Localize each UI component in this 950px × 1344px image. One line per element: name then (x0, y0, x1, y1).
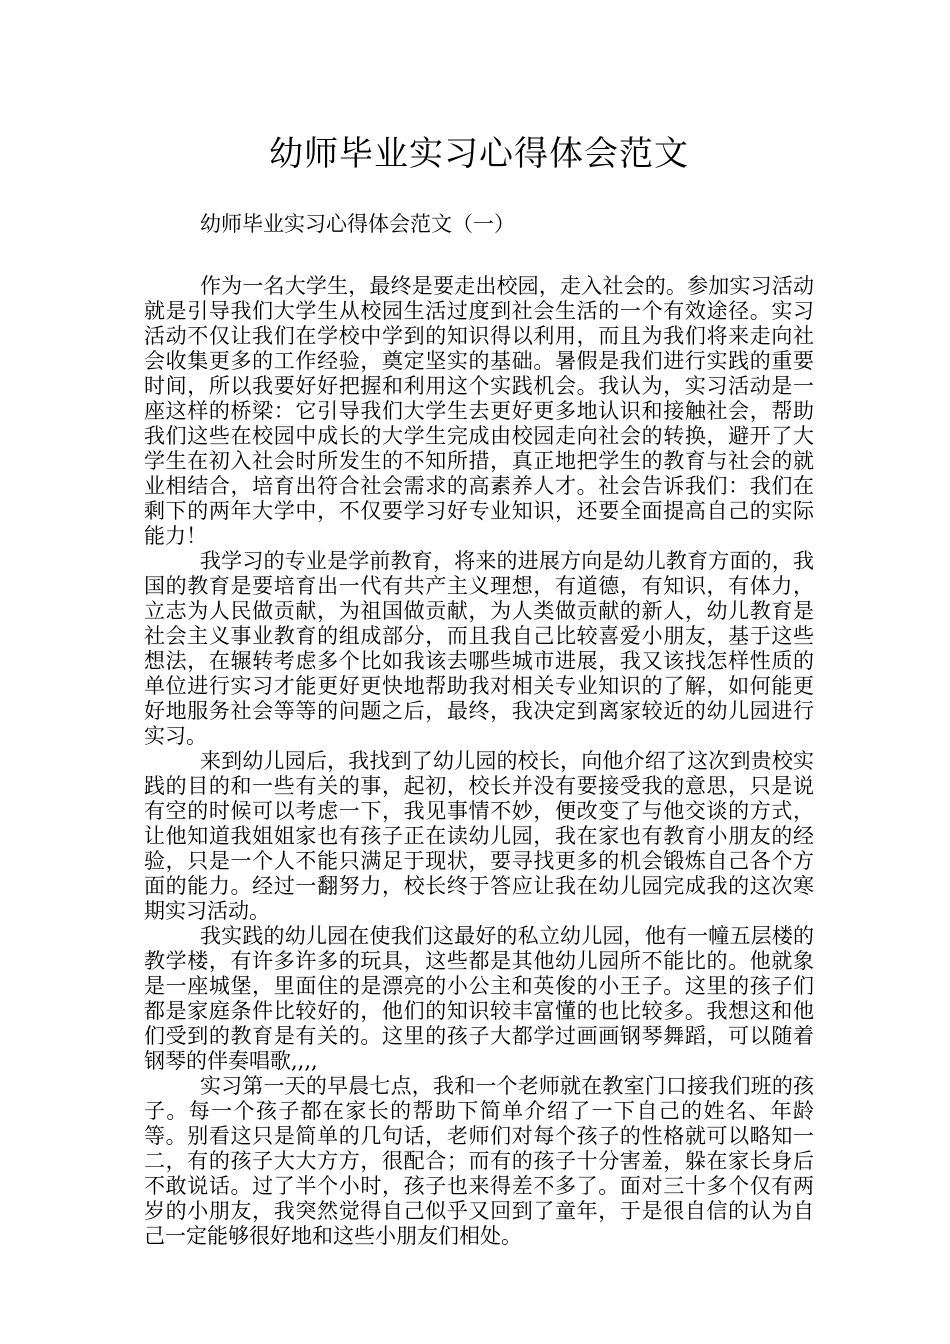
paragraph: 实习第一天的早晨七点，我和一个老师就在教室门口接我们班的孩子。每一个孩子都在家长的帮助下简单介绍了一下自己的姓名、年龄等。别看这只是简单的几句话，老师们对每个孩子的性格就可以略知一二，有的孩子大大方方，很配合；而有的孩子十分害羞，躲在家长身后不敢说话。过了半个小时，孩子也来得差不多了。面对三十多个仅有两岁的小朋友，我突然觉得自己似乎又回到了童年，于是很自信的认为自己一定能够很好地和这些小朋友们相处。 (144, 1074, 814, 1248)
document-subtitle: 幼师毕业实习心得体会范文（一） (200, 212, 515, 236)
paragraph: 作为一名大学生，最终是要走出校园，走入社会的。参加实习活动就是引导我们大学生从校园生活过度到社会生活的一个有效途径。实习活动不仅让我们在学校中学到的知识得以利用，而且为我们将来走向社会收集更多的工作经验，奠定坚实的基础。暑假是我们进行实践的重要时间，所以我要好好把握和利用这个实践机会。我认为，实习活动是一座这样的桥梁：它引导我们大学生去更好更多地认识和接触社会，帮助我们这些在校园中成长的大学生完成由校园走向社会的转换，避开了大学生在初入社会时所发生的不知所措，真正地把学生的教育与社会的就业相结合，培育出符合社会需求的高素养人才。社会告诉我们：我们在剩下的两年大学中，不仅要学习好专业知识，还要全面提高自己的实际能力！ (144, 274, 814, 548)
paragraph: 来到幼儿园后，我找到了幼儿园的校长，向他介绍了这次到贵校实践的目的和一些有关的事，起初，校长并没有要接受我的意思，只是说有空的时候可以考虑一下，我见事情不妙，便改变了与他交谈的方式，让他知道我姐姐家也有孩子正在读幼儿园，我在家也有教育小朋友的经验，只是一个人不能只满足于现状，要寻找更多的机会锻炼自己各个方面的能力。经过一翻努力，校长终于答应让我在幼儿园完成我的这次寒期实习活动。 (144, 749, 814, 923)
paragraph: 我实践的幼儿园在使我们这最好的私立幼儿园，他有一幢五层楼的教学楼，有许多许多的玩具，这些都是其他幼儿园所不能比的。他就象是一座城堡，里面住的是漂亮的小公主和英俊的小王子。这里的孩子们都是家庭条件比较好的，他们的知识较丰富懂的也比较多。我想这和他们受到的教育是有关的。这里的孩子大都学过画画钢琴舞蹈，可以随着钢琴的伴奏唱歌,,,, (144, 924, 814, 1073)
paragraph: 我学习的专业是学前教育，将来的进展方向是幼儿教育方面的，我国的教育是要培育出一代有共产主义理想，有道德，有知识，有体力，立志为人民做贡献，为祖国做贡献，为人类做贡献的新人，幼儿教育是社会主义事业教育的组成部分，而且我自己比较喜爱小朋友，基于这些想法，在辗转考虑多个比如我该去哪些城市进展，我又该找怎样性质的单位进行实习才能更好更快地帮助我对相关专业知识的了解，如何能更好地服务社会等等的问题之后，最终，我决定到离家较近的幼儿园进行实习。 (144, 549, 814, 748)
document-title: 幼师毕业实习心得体会范文 (269, 134, 689, 174)
document-page (144, 120, 814, 1249)
document-body (144, 274, 814, 1249)
